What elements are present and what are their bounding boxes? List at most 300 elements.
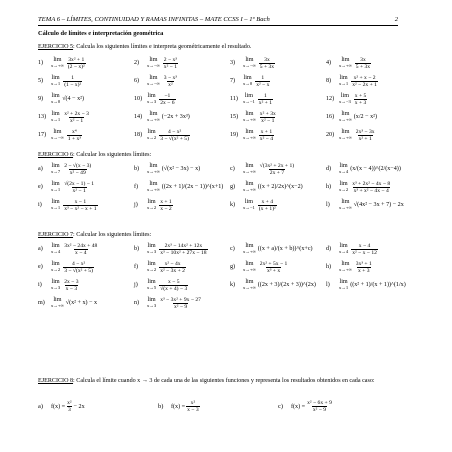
item-number: a): [38, 403, 43, 410]
limit-operator: [243, 57, 256, 69]
denominator: 5 + 3x: [259, 63, 275, 70]
item-number: b): [134, 246, 140, 252]
item-number: a): [38, 166, 43, 172]
fraction: [159, 199, 173, 212]
limit-label: lim: [51, 279, 60, 285]
limit-label: lim: [149, 111, 158, 117]
limit-item: [230, 72, 326, 90]
exercise-7-label: EJERCICIO 7: [38, 232, 74, 238]
limit-approach: x→1: [51, 117, 61, 122]
limit-item: [230, 240, 326, 258]
numerator: x + 1: [260, 128, 273, 135]
numerator: 2x² + 5x − 1: [259, 260, 288, 267]
denominator: x² − 1: [72, 187, 86, 194]
limit-expression: (x/2 − x²): [353, 114, 377, 120]
item-number: d): [326, 246, 332, 252]
item-number: j): [134, 202, 138, 208]
limit-label: lim: [147, 93, 156, 99]
fraction: [63, 111, 90, 124]
item-number: e): [38, 264, 43, 270]
item-number: 20): [326, 132, 335, 138]
numerator: x⁴: [72, 128, 77, 135]
exercise-6-grid: [38, 160, 404, 214]
numerator: 3x: [264, 56, 270, 63]
limit-expression: (x/(x − 4))^(2/(x−4)): [350, 166, 401, 172]
item-number: k): [230, 202, 236, 208]
limit-item: [326, 90, 398, 108]
item-number: i): [38, 202, 42, 208]
limit-approach: x→+∞: [243, 285, 256, 290]
limit-operator: [147, 57, 160, 69]
limit-approach: x→+∞: [339, 205, 352, 210]
limit-item: [38, 54, 134, 72]
item-number: n): [134, 300, 140, 306]
denominator: x² + 1: [358, 135, 372, 142]
limit-operator: [243, 279, 256, 291]
limit-label: lim: [149, 57, 158, 63]
limit-expression: (√(x² − 3x) − x): [161, 166, 201, 172]
limit-item: [38, 160, 134, 178]
denominator: 3 − √(x² + 5): [64, 267, 93, 274]
limit-item: [326, 178, 398, 196]
limit-approach: x→1: [51, 187, 61, 192]
item-number: d): [326, 166, 332, 172]
denominator: x + 3: [354, 99, 367, 106]
item-number: l): [326, 202, 330, 208]
limit-item: [134, 108, 230, 126]
limit-label: lim: [339, 181, 348, 187]
limit-operator: [51, 111, 60, 123]
limit-approach: x→−∞: [243, 63, 256, 68]
limit-label: lim: [149, 163, 158, 169]
limit-item: [134, 72, 230, 90]
limit-operator: [51, 93, 60, 105]
section-subtitle: Cálculo de límites e interpretación geométrica: [38, 30, 164, 37]
limit-operator: [339, 57, 352, 69]
exercise-7-title: [38, 232, 151, 239]
limit-item: [38, 240, 134, 258]
denominator: x³ − 10x² + 27x − 18: [160, 249, 207, 256]
denominator: x³ − x² − x + 1: [64, 205, 97, 212]
limit-approach: x→7: [51, 169, 61, 174]
item-number: h): [326, 184, 332, 190]
denominator: x² + 1: [258, 99, 273, 106]
fraction: [63, 261, 94, 274]
item-number: 8): [326, 78, 332, 84]
denominator: x − 2: [160, 205, 172, 212]
fraction: [258, 199, 277, 212]
limit-operator: [51, 75, 60, 87]
limit-item: [38, 90, 134, 108]
fraction: [159, 297, 202, 310]
numerator: x² + 2x − 3: [64, 110, 89, 117]
limit-label: lim: [53, 297, 62, 303]
limit-approach: x→+∞: [147, 187, 160, 192]
fraction: [159, 243, 207, 256]
limit-label: lim: [245, 129, 254, 135]
limit-operator: [147, 129, 156, 141]
limit-label: lim: [149, 181, 158, 187]
item-number: 17): [38, 132, 47, 138]
limit-approach: x→3: [51, 285, 61, 290]
numerator: x + 4: [261, 198, 274, 205]
limit-label: lim: [339, 279, 348, 285]
limit-approach: x→4: [51, 249, 61, 254]
limit-label: lim: [147, 199, 156, 205]
fraction: [259, 57, 275, 70]
limit-approach: x→+∞: [339, 63, 352, 68]
item-number: 16): [326, 114, 335, 120]
denominator: x² − 9: [312, 407, 327, 413]
fraction: [258, 93, 273, 106]
limit-item: [230, 108, 326, 126]
fraction: [159, 261, 186, 274]
item-number: 19): [230, 132, 239, 138]
limit-label: lim: [341, 129, 350, 135]
numerator: 3x² − 24x + 48: [64, 242, 98, 249]
limit-approach: x→2: [51, 267, 61, 272]
item-number: 5): [38, 78, 44, 84]
fraction: [63, 163, 92, 176]
fraction: [355, 57, 371, 70]
fraction: [163, 75, 178, 88]
exercise-5-desc: : Calcula los siguientes límites e interpreta geométricamente el resultado.: [73, 44, 252, 50]
numerator: x³ + 2x² − 4x − 8: [352, 180, 391, 187]
numerator: 4 − x²: [71, 260, 86, 267]
fraction: [67, 57, 86, 70]
exercise-8-title: [38, 378, 398, 385]
fraction: [355, 129, 376, 142]
item-number: h): [326, 264, 332, 270]
limit-approach: x→4: [339, 249, 349, 254]
limit-item: [326, 54, 398, 72]
numerator: x²: [190, 400, 196, 406]
limit-label: lim: [245, 163, 254, 169]
limit-label: lim: [51, 181, 60, 187]
function-lhs: f(x) =: [51, 403, 66, 410]
limit-item: [134, 196, 230, 214]
limit-operator: [339, 163, 348, 175]
numerator: 3x: [360, 56, 366, 63]
item-number: 9): [38, 96, 44, 102]
limit-operator: [339, 261, 352, 273]
denominator: x² − 1: [69, 117, 84, 124]
exercise-8-label: EJERCICIO 8: [38, 378, 74, 384]
numerator: 2 − x³: [163, 56, 177, 63]
item-number: 6): [134, 78, 140, 84]
limit-item: [134, 160, 230, 178]
fraction: [63, 243, 98, 256]
limit-label: lim: [339, 163, 348, 169]
numerator: x²: [67, 400, 72, 406]
limit-operator: [147, 163, 160, 175]
limit-label: lim: [243, 75, 252, 81]
function-lhs: f(x) =: [171, 403, 186, 410]
limit-item: [134, 294, 230, 312]
denominator: 5 + 3x: [355, 63, 371, 70]
item-number: b): [134, 166, 140, 172]
exercise-7-grid: [38, 240, 406, 312]
function-item: [158, 400, 278, 413]
limit-approach: x→1: [339, 285, 349, 290]
denominator: x³ + x² − 4x − 4: [353, 187, 389, 194]
limit-operator: [243, 93, 255, 105]
limit-operator: [243, 261, 256, 273]
exercise-7-desc: : Calcular los siguientes límites:: [73, 232, 152, 238]
item-number: 13): [38, 114, 47, 120]
item-number: l): [326, 282, 330, 288]
limit-label: lim: [340, 93, 349, 99]
limit-operator: [147, 181, 160, 193]
denominator: x² − 9: [173, 303, 188, 310]
limit-item: [230, 54, 326, 72]
limit-operator: [51, 57, 64, 69]
numerator: x² − 4x: [164, 260, 181, 267]
limit-operator: [51, 297, 64, 309]
denominator: x³ + x: [266, 267, 281, 274]
item-number: g): [230, 264, 236, 270]
limit-item: [230, 90, 326, 108]
item-number: f): [134, 264, 139, 270]
denominator: x² − 49: [69, 169, 86, 176]
fraction: [351, 75, 378, 88]
fraction: [186, 400, 200, 413]
limit-label: lim: [51, 75, 60, 81]
limit-item: [134, 90, 230, 108]
limit-operator: [147, 111, 160, 123]
fraction: [63, 181, 95, 194]
denominator: (2 − x)²: [67, 63, 85, 70]
limit-approach: x→2: [339, 187, 349, 192]
item-number: 14): [134, 114, 143, 120]
item-number: m): [38, 300, 45, 306]
limit-approach: x→1: [51, 205, 61, 210]
denominator: 2x − 6: [160, 99, 175, 106]
limit-label: lim: [245, 279, 254, 285]
limit-operator: [339, 129, 352, 141]
numerator: x − 5: [167, 278, 180, 285]
denominator: 3 − √(x² + 5): [160, 135, 189, 142]
limit-expression: ((2x + 3)/(2x + 3))^(2x): [257, 282, 316, 288]
limit-label: lim: [147, 129, 156, 135]
exercise-6-label: EJERCICIO 6: [38, 152, 74, 158]
item-number: c): [230, 246, 235, 252]
limit-item: [326, 72, 398, 90]
limit-operator: [51, 261, 60, 273]
limit-approach: x→+∞: [339, 267, 352, 272]
limit-label: lim: [244, 199, 253, 205]
limit-approach: x→2: [147, 205, 157, 210]
limit-approach: x→5: [147, 285, 157, 290]
numerator: x³ − 3x² + 9x − 27: [160, 296, 201, 303]
exercise-5-label: EJERCICIO 5: [38, 44, 74, 50]
limit-item: [326, 108, 398, 126]
exercise-8-functions: [38, 400, 398, 413]
fraction: [63, 279, 79, 292]
limit-expression: ((x + 2)/2x)^(x−2): [257, 184, 303, 190]
item-number: 18): [134, 132, 143, 138]
fraction: [66, 400, 72, 413]
limit-operator: [243, 129, 256, 141]
limit-item: [134, 178, 230, 196]
limit-item: [230, 160, 326, 178]
limit-label: lim: [341, 111, 350, 117]
fraction: [354, 93, 368, 106]
exercise-6-title: [38, 152, 151, 159]
limit-approach: x→4: [339, 169, 349, 174]
limit-label: lim: [51, 243, 60, 249]
numerator: −1: [164, 92, 171, 99]
function-tail: − 2x: [73, 403, 85, 410]
limit-item: [230, 196, 326, 214]
item-number: 12): [326, 96, 335, 102]
limit-operator: [243, 181, 256, 193]
limit-item: [230, 126, 326, 144]
limit-approach: x→+∞: [243, 187, 256, 192]
fraction: [351, 181, 391, 194]
limit-operator: [339, 279, 348, 291]
numerator: 1: [71, 74, 75, 81]
fraction: [355, 261, 373, 274]
denominator: √(x + 4) − 3: [160, 285, 188, 292]
limit-operator: [51, 129, 64, 141]
limit-label: lim: [51, 261, 60, 267]
limit-approach: x→+∞: [243, 135, 256, 140]
limit-operator: [51, 199, 60, 211]
denominator: 2x + 7: [269, 169, 285, 176]
limit-label: lim: [245, 181, 254, 187]
limit-expression: √(4x² − 3x + 7) − 2x: [353, 202, 404, 208]
limit-operator: [51, 163, 60, 175]
numerator: 4 − x²: [167, 128, 182, 135]
page-number: 2: [394, 16, 398, 23]
limit-item: [38, 276, 134, 294]
limit-item: [326, 276, 406, 294]
limit-item: [230, 178, 326, 196]
fraction: [255, 75, 270, 88]
limit-approach: x→+∞: [243, 169, 256, 174]
limit-label: lim: [53, 57, 62, 63]
numerator: √(2x − 1) − 1: [64, 180, 95, 187]
fraction: [159, 129, 190, 142]
item-number: 7): [230, 78, 236, 84]
exercise-8-desc: : Calcula el límite cuando x → 3 de cada una de las siguientes funciones y representa los resultados obtenidos en cada caso:: [73, 378, 375, 384]
numerator: x − 4: [358, 242, 371, 249]
item-number: 10): [134, 96, 143, 102]
limit-item: [134, 240, 230, 258]
exercise-5-title: [38, 44, 251, 51]
limit-operator: [339, 199, 352, 211]
numerator: x² + 3x: [259, 110, 276, 117]
item-number: 11): [230, 96, 238, 102]
item-number: c): [230, 166, 235, 172]
limit-item: [38, 294, 134, 312]
limit-label: lim: [341, 261, 350, 267]
limit-operator: [339, 111, 352, 123]
limit-label: lim: [341, 199, 350, 205]
item-number: e): [38, 184, 43, 190]
fraction: [163, 57, 178, 70]
limit-label: lim: [147, 279, 156, 285]
item-number: 1): [38, 60, 44, 66]
denominator: x² − 3x + 2: [160, 267, 185, 274]
limit-label: lim: [245, 261, 254, 267]
limit-label: lim: [149, 75, 158, 81]
numerator: 2x³ − 14x² + 12x: [164, 242, 203, 249]
numerator: 2x − 3: [64, 278, 79, 285]
limit-operator: [243, 199, 255, 211]
limit-item: [230, 258, 326, 276]
limit-approach: x→3: [147, 99, 157, 104]
limit-approach: x→+∞: [147, 169, 160, 174]
numerator: x² + x − 2: [353, 74, 376, 81]
limit-approach: x→−1: [243, 99, 255, 104]
limit-label: lim: [244, 93, 253, 99]
limit-label: lim: [339, 75, 348, 81]
limit-operator: [243, 111, 256, 123]
limit-item: [230, 276, 326, 294]
limit-approach: x→−1: [243, 205, 255, 210]
limit-approach: x→+∞: [243, 117, 256, 122]
limit-operator: [339, 181, 348, 193]
limit-item: [326, 240, 398, 258]
header-title: TEMA 6 – LÍMITES, CONTINUIDAD Y RAMAS INFINITAS – MATE CCSS I – 1º Bach: [38, 16, 270, 23]
denominator: x² − 4: [259, 135, 273, 142]
limit-approach: x→+∞: [243, 267, 256, 272]
limit-item: [38, 126, 134, 144]
limit-approach: x→2: [147, 135, 157, 140]
limit-approach: x→3: [147, 303, 157, 308]
numerator: √(3x² + 2x + 1): [259, 162, 295, 169]
numerator: 2 − √(x − 3): [64, 162, 92, 169]
fraction: [63, 75, 82, 88]
item-number: j): [134, 282, 138, 288]
numerator: 1: [264, 92, 267, 99]
item-number: 15): [230, 114, 239, 120]
limit-approach: x→+∞: [339, 135, 352, 140]
item-number: a): [38, 246, 43, 252]
denominator: x − 3: [65, 285, 78, 292]
limit-label: lim: [51, 111, 60, 117]
limit-expression: (−2x + 3x³): [161, 114, 190, 120]
numerator: 3x³ + 1: [355, 260, 372, 267]
limit-item: [38, 72, 134, 90]
limit-approach: x→0: [243, 81, 253, 86]
limit-operator: [147, 243, 156, 255]
limit-item: [134, 276, 230, 294]
limit-approach: x→+∞: [51, 303, 64, 308]
page-header: [38, 16, 398, 23]
limit-item: [38, 108, 134, 126]
fraction: [259, 163, 295, 176]
item-number: g): [230, 184, 236, 190]
item-number: k): [230, 282, 236, 288]
limit-label: lim: [245, 243, 254, 249]
denominator: x² − x − 12: [352, 249, 377, 256]
limit-approach: x→−∞: [51, 135, 64, 140]
limit-label: lim: [147, 297, 156, 303]
limit-item: [326, 258, 398, 276]
limit-operator: [51, 243, 60, 255]
limit-operator: [339, 75, 348, 87]
limit-operator: [243, 243, 256, 255]
denominator: 1 + x³: [67, 135, 81, 142]
fraction: [159, 93, 175, 106]
limit-item: [326, 196, 404, 214]
exercise-5-grid: [38, 54, 398, 144]
denominator: (x + 1)²: [258, 205, 276, 212]
exercise-6-desc: : Calcular los siguientes límites:: [73, 152, 152, 158]
